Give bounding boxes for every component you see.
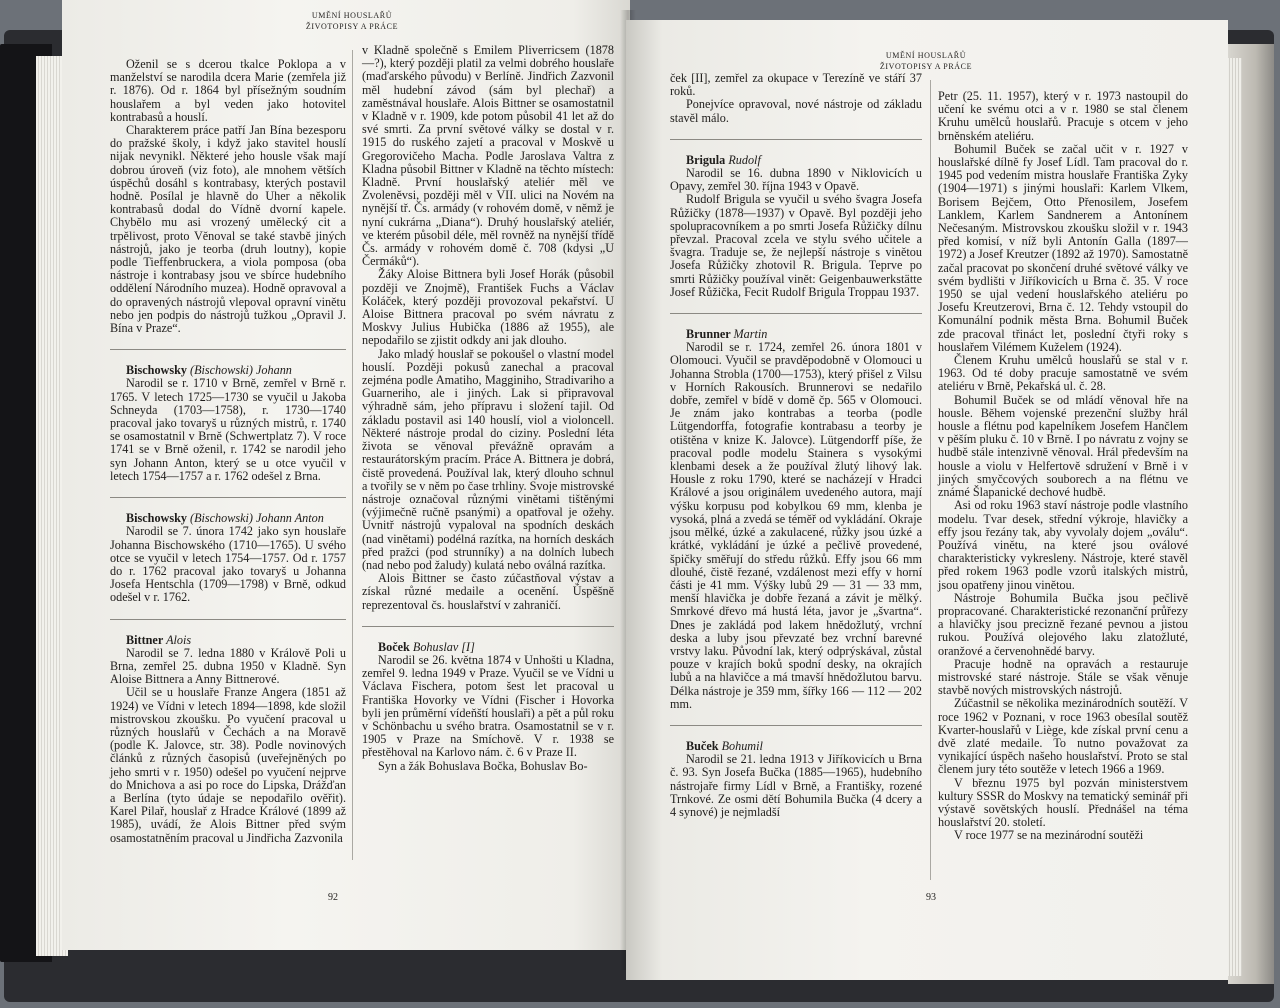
right-running-header — [866, 50, 986, 72]
paragraph: ček [II], zemřel za okupace v Terezíně ve stáří 37 roků. — [670, 71, 922, 99]
entry-divider — [362, 626, 614, 627]
entry-divider — [670, 313, 922, 314]
entry-name: Boček — [378, 639, 410, 654]
paragraph: Narodil se 26. května 1874 v Unhošti u Kladna, zemřel 9. ledna 1949 v Praze. Vyučil se ve Vídni u Václava Fischera, potom šest let pracoval u Františka Hovorky ve Vídni (Fischer i Hovorka byli jen průměrní vídeňští houslaři) a pět a půl roku v Schönbachu u svého bratra. Osamostatnil se v r. 1905 v Praze na Smíchově. V r. 1938 se přestěhoval na Karlovo nám. č. 6 v Praze II. — [362, 652, 614, 760]
entry-alias: Rudolf — [728, 152, 761, 167]
paragraph: Žáky Aloise Bittnera byli Josef Horák (působil později ve Znojmě), František Fuchs a Václav Koláček, který později provozoval pekařství. U Aloise Bittnera pracoval po svém návratu z Moskvy Julius Hubička (1886 až 1955), ale nepodařilo se zjistit odkdy ani jak dlouho. — [362, 267, 614, 348]
paragraph: Bohumil Buček se od mládí věnoval hře na housle. Během vojenské prezenční služby hrál housle a flétnu pod kapelníkem Josefem Hančlem v pěším pluku č. 10 v Brně. I po návratu z vojny se hudbě stále intenzivně věnoval. Hrál především na housle a violu v Helfertově sdružení v Brně i v jiných smyčcových souborech a na flétnu ve známé Šlapanické dechové hudbě. — [938, 392, 1188, 500]
paragraph: Oženil se s dcerou tkalce Poklopa a v manželství se narodila dcera Marie (zemřela již r. 1876). Od r. 1864 byl přísežným soudním houslařem a byl veden jako hotovitel kontrabasů a houslí. — [110, 57, 346, 124]
entry-divider — [110, 497, 346, 498]
left-page — [62, 0, 630, 950]
paragraph: Zúčastnil se několika mezinárodních soutěží. V roce 1962 v Poznani, v roce 1963 obesílal soutěž Kvarter-houslařů v Liège, kde získal první cenu a dvě zlaté medaile. To nutno považovat za vynikající úspěch našeho houslařství. Proto se stal členem jury této soutěže v letech 1966 a 1969. — [938, 696, 1188, 777]
right-column-2 — [938, 90, 1188, 843]
entry-name: Bischowsky — [126, 511, 187, 526]
paragraph: Narodil se r. 1724, zemřel 26. února 1801 v Olomouci. Vyučil se pravděpodobně v Olomouci u Johanna Strobla (1700—1753), který přišel z Vilsu v Horních Rakousích. Brunnerovi se nedařilo dobře, zemřel v bídě v domě čp. 565 v Olomouci. Je znám jako kontrabas a teorba (podle Lütgendorffa, fotografie kontrabasu a teorby je otištěna v knize K. Jalovce). Lütgendorff píše, že pracoval podle modelu Stainera s vysokými klenbami desek a že používal žlutý lihový lak. Housle z roku 1790, které se nacházejí v Hradci Králové a jsou originálem uvedeného autora, mají výšku korpusu pod kobylkou 69 mm, klenba je vysoká, plná a zvedá se téměř od vykládání. Okraje jsou mělké, úzké a zakulacené, růžky jsou úzké a krátké, vykládání je úzké a pečlivě provedené, špičky směřují do středu růžků. Effy jsou 66 mm dlouhé, čistě řezané, vzdálenost mezi effy v horní části je 41 mm. Výšky lubů 29 — 31 — 33 mm, menší hlavička je dobře řezaná a závit je mělký. Smrkové dřevo má hustá léta, javor je „švartna“. Dnes je zakládá pod lakem hnědožlutý, vrchní deska a luby jsou převzaté bez vrchní barevné vrstvy laku. Původní lak, který odprýskával, zůstal pouze v krajích boků spodní desky, na okrajích lubů a na hlavičce a má tmavší hnědožlutou barvu. Délka nástroje je 359 mm, šířky 166 — 112 — 202 mm. — [670, 340, 922, 711]
left-page-number: 92 — [328, 892, 338, 903]
paragraph: Asi od roku 1963 staví nástroje podle vlastního modelu. Tvar desek, střední výkroje, hlavičky a effy jsou řezány tak, aby vyvolaly dojem „oválu“. Používá vinětu, na které jsou oválové charakteristicky vykresleny. Nástroje, které stavěl před rokem 1963 podle vzorů italských mistrů, jsou opatřeny jinou vinětou. — [938, 498, 1188, 592]
entry-alias: Martin — [733, 327, 768, 342]
paragraph: Narodil se 7. ledna 1880 v Králově Poli u Brna, zemřel 25. dubna 1950 v Kladně. Syn Aloise Bittnera a Anny Bittnerové. — [110, 645, 346, 687]
paragraph: Charakterem práce patří Jan Bína bezesporu do pražské školy, i když jako stavitel houslí nijak nevynikl. Některé jeho housle však mají dobrou úroveň (viz foto), ale mnohem větších úspěchů dosáhl s kontrabasy, kterých postavil hodně. Posílal je hlavně do Uher a několik kontrabasů dodal do Vídně dvorní kapele. Chybělo mu asi vrozený umělecký cit a trpělivost, proto Věnoval se také stavbě jiných nástrojů, jako je teorba (druh loutny), kopie podle Tieffenbruckera, a viola pomposa (oba nástroje i kontrabasy jsou ve sbírce hudebního oddělení Národního muzea). Hodně opravoval a do opravených nástrojů vlepoval opravní vinětu nebo jen podpis do nástrojů tužkou „Opravil J. Bína v Praze“. — [110, 123, 346, 336]
entry-alias: (Bischowski) Johann Anton — [190, 511, 324, 526]
entry-divider — [670, 139, 922, 140]
entry-name: Bittner — [126, 632, 164, 647]
entry-name: Brunner — [686, 327, 731, 342]
right-header-line1: UMĚNÍ HOUSLAŘŮ — [885, 51, 967, 60]
right-page-number: 93 — [926, 892, 936, 903]
paragraph: Syn a žák Bohuslava Bočka, Bohuslav Bo- — [378, 758, 588, 773]
paragraph: Učil se u houslaře Franze Angera (1851 až 1924) ve Vídni v letech 1894—1898, kde složil mistrovskou zkoušku. Po vyučení pracoval u různých houslařů v Čechách a na Moravě (podle K. Jalovce, str. 38). Podle novinových článků z různých časopisů (uveřejněných po jeho smrti v r. 1950) odešel po vyučení nejprve do Mnichova a asi po roce do Lipska, Drážďan a Berlína (tyto údaje se nepodařilo ověřit). Karel Pilař, houslař z Hradce Králové (1899 až 1985), uvádí, že Alois Bittner před svým osamostatněním pracoval u Jindřicha Zazvonila — [110, 685, 346, 845]
entry-divider — [110, 349, 346, 350]
entry-alias: Bohumil — [721, 738, 763, 753]
entry-title — [362, 641, 614, 654]
paragraph: Rudolf Brigula se vyučil u svého švagra Josefa Růžičky (1878—1937) v Opavě. Byl později jeho spolupracovníkem a po smrti Josefa Růžičky dílnu převzal. Pracoval zcela ve stylu svého učitele a švagra. Traduje se, že nejlepší nástroje s vinětou Josefa Růžičky zhotovil R. Brigula. Teprve po smrti Růžičky používal vinět: Geigenbauwerkstätte Josef Růžička, Fecit Rudolf Brigula Troppau 1937. — [670, 192, 922, 299]
entry-alias: (Bischowski) Johann — [190, 363, 292, 378]
entry-name: Buček — [686, 738, 719, 753]
paragraph: v Kladně společně s Emilem Pliverricsem (1878—?), který později platil za velmi dobrého houslaře (maďarského původu) v Berlíně. Jindřich Zazvonil měl hudební závod (sám byl plechař) a zaměstnával houslaře. Alois Bittner se osamostatnil v Kladně v r. 1909, kde potom působil 41 let až do své smrti. Za první světové války se dostal v r. 1915 do ruského zajetí a pracoval v Moskvě u Gregorovičeho Macha. Podle Jaroslava Valtra z Kladna působil Bittner v Kladně na těchto místech: Kladně. První houslařský ateliér měl ve Zvoleněvsi, později měl v VII. ulici na Novém na nynější tř. Čs. armády (v rohovém domě, v němž je nyní cukrárna „Diana“). Druhý houslařský ateliér, ve kterém působil déle, měl rovněž na nynější třídě Čs. armády v rohovém domě č. 708 (kdysi „U Čermáků“). — [362, 43, 614, 269]
paragraph: Pracuje hodně na opravách a restauruje mistrovské staré nástroje. Stále se však věnuje stavbě nových mistrovských nástrojů. — [938, 656, 1188, 698]
paragraph: Narodil se 7. února 1742 jako syn houslaře Johanna Bischowského (1710—1765). U svého otce se vyučil v letech 1754—1757. Od r. 1757 do r. 1762 pracoval jako tovaryš u Johanna Josefa Hentschla (1709—1798) v Brně, odkud odešel v r. 1762. — [110, 524, 346, 605]
paragraph: Jako mladý houslař se pokoušel o vlastní model houslí. Později pokusů zanechal a pracoval zejména podle Amatiho, Magginiho, Stradivariho a Guarneriho, ale i jiných. Lak si připravoval výhradně sám, jeho přípravu i složení tajil. Od základu postavil asi 140 houslí, viol a violoncell. Některé nástroje prodal do ciziny. Poslední léta života se věnoval převážně opravám a restaurátorským pracím. Práce A. Bittnera je dobrá, čistě provedená. Používal lak, který dlouho schnul a tvořily se v něm po čase trhliny. Svoje mistrovské nástroje označoval různými vinětami tištěnými (výjimečně ručně psanými) a opatřoval je ožehy. Uvnitř nástrojů vypaloval na spodních deskách (nad vinětami) podélná razítka, na horních deskách před pražci (pod strunníky) a na dolních lubech (nad nebo pod žaludy) kulatá nebo oválná razítka. — [362, 346, 614, 572]
paragraph: Narodil se 21. ledna 1913 v Jiříkovicích u Brna č. 93. Syn Josefa Bučka (1885—1965), hudebního nástrojaře firmy Lídl v Brně, a Františky, rozené Trnkové. Ze osmi dětí Bohumila Bučka (4 dcery a 4 synové) je nejmladší — [670, 752, 922, 819]
right-column-1 — [670, 72, 922, 819]
paragraph: Narodil se 16. dubna 1890 v Niklovicích u Opavy, zemřel 30. října 1943 v Opavě. — [670, 166, 922, 194]
column-divider — [930, 80, 931, 880]
entry-alias: Bohuslav [I] — [412, 639, 475, 654]
paragraph: Alois Bittner se často zúčastňoval výstav a získal různé medaile a ocenění. Úspěšně reprezentoval čs. houslařství v zahraničí. — [362, 571, 614, 612]
paragraph: Ponejvíce opravoval, nové nástroje od základu stavěl málo. — [670, 97, 922, 125]
left-column-2 — [362, 44, 614, 773]
entry-divider — [110, 619, 346, 620]
entry-title — [110, 634, 346, 647]
entry-alias: Alois — [166, 632, 192, 647]
left-header-line1: UMĚNÍ HOUSLAŘŮ — [311, 11, 393, 20]
paragraph: V březnu 1975 byl pozván ministerstvem kultury SSSR do Moskvy na tematický seminář při výstavě sovětských houslí. Přednášel na téma houslařství 20. století. — [938, 775, 1188, 830]
paragraph: Narodil se r. 1710 v Brně, zemřel v Brně r. 1765. V letech 1725—1730 se vyučil u Jakoba Schneyda (1703—1758), r. 1730—1740 pracoval jako tovaryš u různých mistrů, r. 1740 se osamostatnil v Brně (Schwertplatz 7). V roce 1741 se v Brně oženil, r. 1742 se narodil jeho syn Johann Anton, který se u otce vyučil v letech 1754—1757 a r. 1762 odešel z Brna. — [110, 376, 346, 483]
paragraph: Nástroje Bohumila Bučka jsou pečlivě propracované. Charakteristické rezonanční průřezy a hlavičky jsou precizně řezané pevnou a jistou rukou. Používá olejového laku zlatožluté, oranžové a červenohnědé barvy. — [938, 590, 1188, 658]
left-column-1 — [110, 58, 346, 845]
paragraph: Členem Kruhu umělců houslařů se stal v r. 1963. Od té doby pracuje samostatně ve svém ateliéru v Brně, Pekařská ul. č. 28. — [938, 353, 1188, 394]
left-header-line2: ŽIVOTOPISY A PRÁCE — [305, 22, 399, 31]
paragraph: Bohumil Buček se začal učit v r. 1927 v houslařské dílně fy Josef Lídl. Tam pracoval do r. 1945 pod vedením mistra houslaře Františka Zyky (1904—1971) s jinými houslaři: Karlem Vlkem, Borisem Bejčem, Otto Přenosilem, Josefem Lanklem, Karlem Sandnerem a Antonínem Nečesaným. Mistrovskou zkoušku složil v r. 1943 před komisí, v níž byli Antonín Galla (1897—1972) a Josef Kreutzer (1892 až 1970). Samostatně začal pracovat po skončení druhé světové války ve svém bydlišti v Jiříkovicích u Brna č. 35. V roce 1950 se ujal vedení houslařského ateliéru po Josefu Kreutzerovi, Brna č. 12. Tehdy vstoupil do Komunální podnik města Brna. Bohumil Buček zde pracoval třináct let, poslední čtyři roky s houslařem Vilémem Kuželem (1924). — [938, 141, 1188, 354]
right-page — [626, 20, 1228, 980]
left-running-header — [292, 10, 412, 32]
right-header-line2: ŽIVOTOPISY A PRÁCE — [879, 62, 973, 71]
entry-name: Brigula — [686, 152, 726, 167]
paragraph: V roce 1977 se na mezinárodní soutěži — [954, 828, 1144, 843]
entry-name: Bischowsky — [126, 363, 187, 378]
entry-divider — [670, 725, 922, 726]
paragraph: Petr (25. 11. 1957), který v r. 1973 nastoupil do učení ke svému otci a v r. 1980 se stal členem Kruhu umělců houslařů. Pracuje s otcem v jeho brněnském ateliéru. — [938, 89, 1188, 143]
column-divider — [352, 50, 353, 860]
